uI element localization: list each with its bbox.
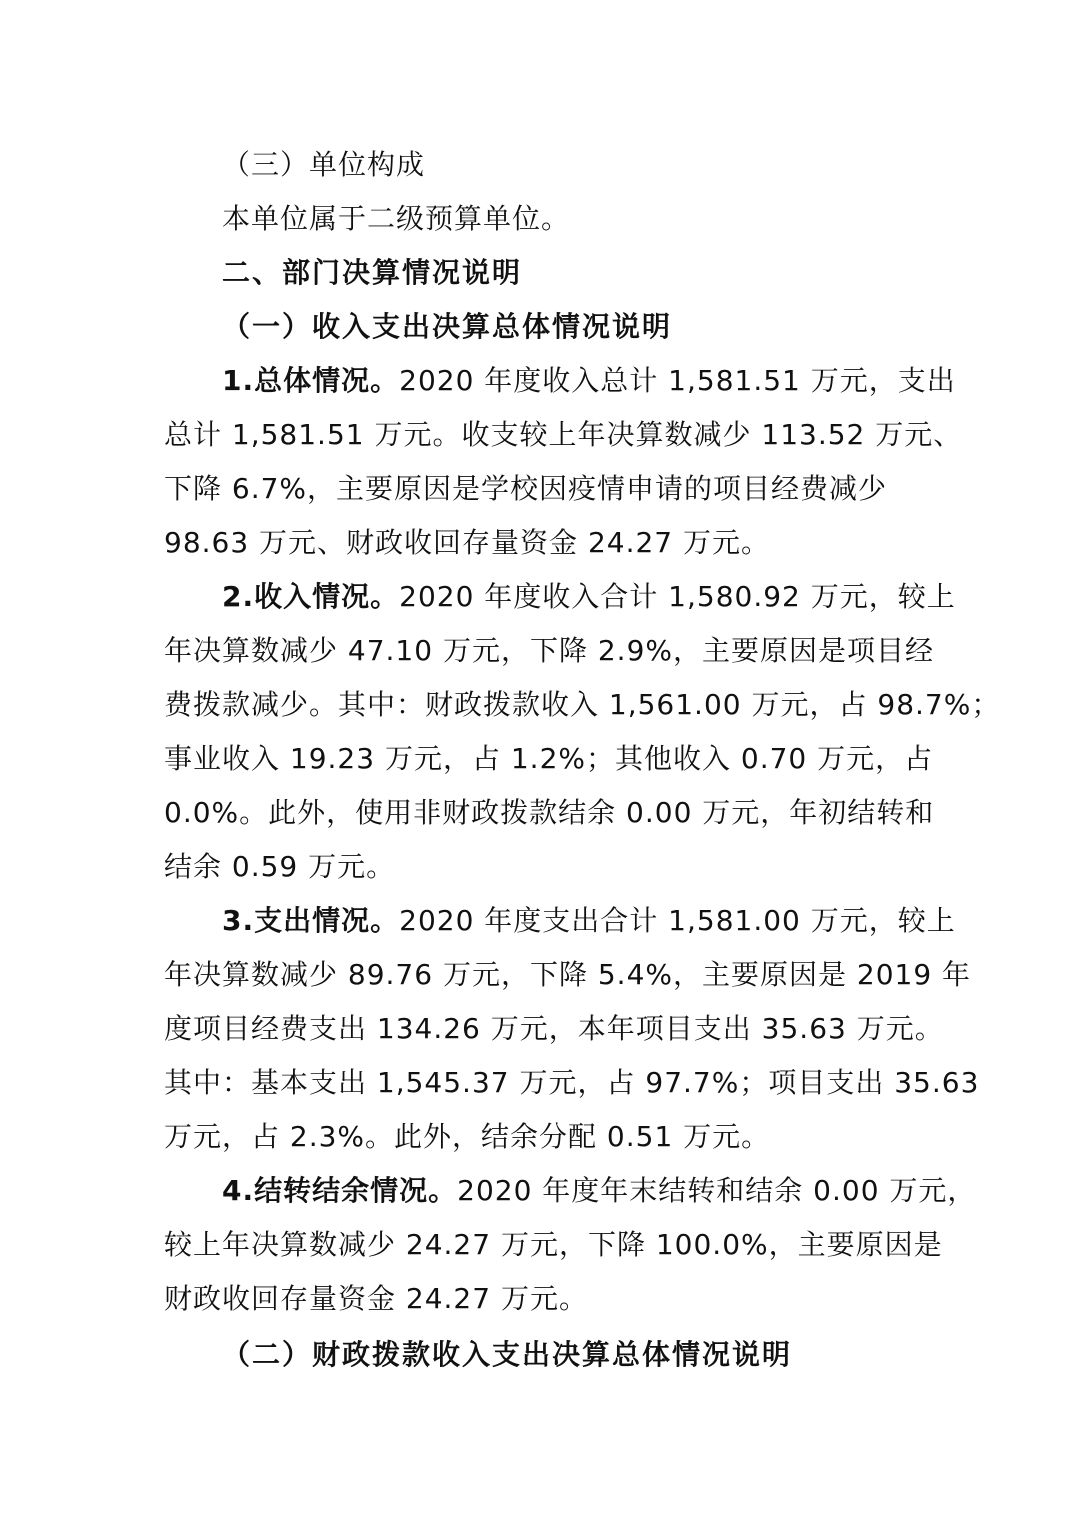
item4-line3: 财政收回存量资金 24.27 万元。 [164, 1282, 588, 1315]
sub2-heading: （二）财政拨款收入支出决算总体情况说明 [222, 1338, 793, 1371]
item2-line6: 结余 0.59 万元。 [164, 850, 396, 883]
item4-line2: 较上年决算数减少 24.27 万元，下降 100.0%，主要原因是 [164, 1228, 943, 1261]
paragraph-line [222, 1171, 976, 1211]
item3-title: 3.支出情况。 [222, 904, 400, 937]
item1-title: 1.总体情况。 [222, 364, 400, 397]
paragraph-line [222, 577, 956, 617]
item2-line3: 费拨款减少。其中：财政拨款收入 1,561.00 万元，占 98.7%； [164, 688, 1001, 721]
paragraph-line [222, 901, 956, 941]
item2-line2: 年决算数减少 47.10 万元，下降 2.9%，主要原因是项目经 [164, 634, 934, 667]
item4-title: 4.结转结余情况。 [222, 1174, 458, 1207]
section3-heading: （三）单位构成 [222, 148, 426, 181]
item1-line2: 总计 1,581.51 万元。收支较上年决算数减少 113.52 万元、 [164, 418, 963, 451]
item3-line3: 度项目经费支出 134.26 万元，本年项目支出 35.63 万元。 [164, 1012, 944, 1045]
item1-line1: 2020 年度收入总计 1,581.51 万元，支出 [399, 364, 956, 397]
paragraph-line [222, 361, 956, 401]
item2-title: 2.收入情况。 [222, 580, 400, 613]
section3-body: 本单位属于二级预算单位。 [222, 202, 571, 235]
part2-heading: 二、部门决算情况说明 [222, 256, 523, 289]
item3-line5: 万元，占 2.3%。此外，结余分配 0.51 万元。 [164, 1120, 771, 1153]
item3-line2: 年决算数减少 89.76 万元，下降 5.4%，主要原因是 2019 年 [164, 958, 972, 991]
item2-line4: 事业收入 19.23 万元，占 1.2%；其他收入 0.70 万元，占 [164, 742, 934, 775]
item1-line3: 下降 6.7%，主要原因是学校因疫情申请的项目经费减少 [164, 472, 888, 505]
item4-line1: 2020 年度年末结转和结余 0.00 万元， [457, 1174, 977, 1207]
item1-line4: 98.63 万元、财政收回存量资金 24.27 万元。 [164, 526, 771, 559]
item3-line1: 2020 年度支出合计 1,581.00 万元，较上 [399, 904, 956, 937]
sub1-heading: （一）收入支出决算总体情况说明 [222, 310, 673, 343]
item3-line4: 其中：基本支出 1,545.37 万元，占 97.7%；项目支出 35.63 [164, 1066, 980, 1099]
item2-line1: 2020 年度收入合计 1,580.92 万元，较上 [399, 580, 956, 613]
item2-line5: 0.0%。此外，使用非财政拨款结余 0.00 万元，年初结转和 [164, 796, 935, 829]
